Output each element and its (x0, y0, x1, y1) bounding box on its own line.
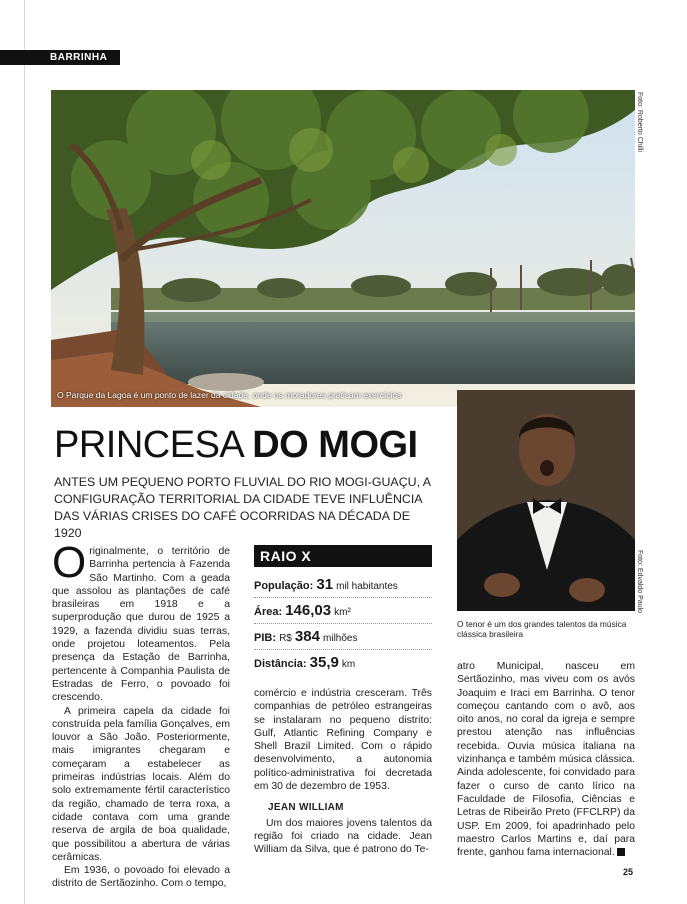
park-lake-photo (51, 90, 635, 407)
page-gutter-line (24, 0, 25, 904)
headline (54, 424, 418, 467)
page-number: 25 (623, 867, 634, 877)
paragraph-6: atro Municipal, nasceu em Sertãozinho, mas viveu com os avós Joaquim e Iraci em Barrinha. O tenor começou cantando com o avô, aos oito anos, no coral da igreja e sempre prestou atenção nas influências recebida. Ouvia música italiana na vizinhança e também música clássica. Ainda adolescente, foi convidado para fazer o curso de canto lírico na Faculdade de Filosofia, Ciências e Letras de Ribeirão Preto (FFCLRP) da USP. Em 2009, foi apadrinhado pelo maestro Carlos Martins e, daí para frente, ganhou fama internacional. (457, 661, 635, 859)
paragraph-3: Em 1936, o povoado foi elevado a distrito de Sertãozinho. Com o tempo, (52, 865, 230, 890)
tenor-photo (457, 390, 635, 611)
section-tag: BARRINHA (0, 50, 120, 65)
stat-population: População: 31 mil habitantes (254, 572, 432, 598)
headline-part-2: DO MOGI (252, 424, 418, 466)
drop-cap: O (52, 538, 87, 587)
raio-x-title: RAIO X (254, 545, 432, 567)
paragraph-2: A primeira capela da cidade foi construída pela família Gonçalves, em louvor a São João. Posteriormente, mais imigrantes chegaram e começaram a estabelecer as primeiras indústrias locais. Além do solo extremamente fértil característico da região, chamado de terra roxa, a cidade contava com uma grande reserva de argila de boa qualidade, que possibilitou a abertura de várias cerâmicas. (52, 705, 230, 863)
stat-area: Área: 146,03 km² (254, 598, 432, 624)
body-column-3 (457, 660, 635, 859)
stat-distance: Distância: 35,9 km (254, 654, 356, 671)
stat-gdp: PIB: R$ 384 milhões (254, 624, 432, 650)
body-column-1 (52, 538, 230, 891)
subhead: JEAN WILLIAM (268, 802, 344, 814)
headline-part-1: PRINCESA (54, 424, 243, 466)
photo-credit-tenor: Foto: Edvaldo Paulo (636, 550, 643, 614)
paragraph-4: comércio e indústria cresceram. Três companhias de petróleo estrangeiras se instalaram no pequeno distrito: Gulf, Atlantic Refining Company e Shell Brazil Limited. Com o rápido desenvolvimento, a autonomia político-administrativa foi decretada em 30 de dezembro de 1953. (254, 688, 432, 793)
photo-caption-tenor: O tenor é um dos grandes talentos da música clássica brasileira (457, 619, 627, 639)
photo-caption-top: O Parque da Lagoa é um ponto de lazer da cidade, onde os moradores praticam exercícios (57, 390, 402, 400)
paragraph-1: Originalmente, o território de Barrinha pertencia à Fazenda São Martinho. Com a geada que assolou as plantações de café brasileiras em 1918 e a superprodução que durou de 1925 a 1929, a fazenda dividiu suas terras, onde projetou lotеamentos. Pela presença da Estação de Barrinha, pertencente à Companhia Paulista de Estradas de Ferro, o povoado foi crescendo. (52, 538, 230, 704)
paragraph-5: Um dos maiores jovens talentos da região foi criado na cidade. Jean William da Silva, que é patrono do Te- (254, 817, 432, 856)
dek: ANTES UM PEQUENO PORTO FLUVIAL DO RIO MOGI-GUAÇU, A CONFIGURAÇÃO TERRITORIAL DA CIDADE TEVE INFLUÊNCIA DAS VÁRIAS CRISES DO CAFÉ OCORRIDAS NA DÉCADA DE 1920 (54, 475, 431, 540)
photo-credit-top: Foto: Roberto Chilli (636, 92, 643, 152)
body-column-2 (254, 687, 432, 857)
end-mark-icon (617, 848, 625, 856)
